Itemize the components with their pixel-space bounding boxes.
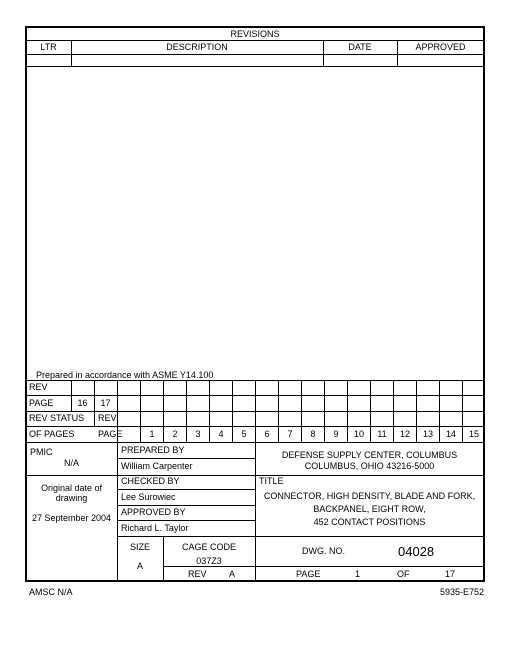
- revisions-col-date: DATE: [348, 42, 372, 52]
- title-line-2: BACKPANEL, EIGHT ROW,: [313, 504, 426, 514]
- page-number-cell: 1: [149, 429, 155, 439]
- rev-status-rev-label: REV: [98, 413, 117, 423]
- rev-footer-label: REV: [188, 569, 207, 579]
- page-cell-16: 16: [77, 398, 88, 408]
- page-number-cell: 9: [333, 429, 339, 439]
- page-number-cell: 7: [287, 429, 293, 439]
- rule: [26, 40, 484, 41]
- rule: [117, 458, 255, 459]
- page-number-cell: 5: [241, 429, 247, 439]
- approved-by-value: Richard L. Taylor: [121, 523, 189, 533]
- page-number-cell: 13: [422, 429, 433, 439]
- checked-by-value: Lee Surowiec: [121, 492, 176, 502]
- rule: [26, 54, 484, 55]
- page-footer-label: PAGE: [296, 569, 321, 579]
- checked-by-label: CHECKED BY: [121, 476, 180, 486]
- pmic-label: PMIC: [30, 447, 53, 457]
- revisions-title: REVISIONS: [230, 29, 280, 39]
- page-number-cell: 15: [468, 429, 479, 439]
- rule: [117, 489, 255, 490]
- rule: [26, 66, 484, 67]
- prepared-by-label: PREPARED BY: [121, 445, 185, 455]
- original-date-label-2: drawing: [55, 493, 88, 503]
- pmic-value: N/A: [64, 458, 80, 468]
- original-date-label-1: Original date of: [40, 483, 103, 493]
- page-number-cell: 2: [172, 429, 178, 439]
- title-line-3: 452 CONTACT POSITIONS: [313, 517, 426, 527]
- footer-right: 5935-E752: [440, 587, 485, 597]
- rule: [117, 505, 255, 506]
- page-number-cell: 11: [377, 429, 387, 439]
- page-number-cell: 8: [310, 429, 316, 439]
- agency-line-1: DEFENSE SUPPLY CENTER, COLUMBUS: [281, 450, 458, 460]
- rule: [26, 475, 484, 476]
- revisions-col-ltr: LTR: [40, 42, 57, 52]
- cage-code-label: CAGE CODE: [181, 542, 236, 552]
- revisions-col-approved: APPROVED: [415, 42, 466, 52]
- of-pages-page-label: PAGE: [98, 429, 123, 439]
- dwg-no-value: 04028: [398, 544, 435, 559]
- footer-left: AMSC N/A: [29, 587, 73, 597]
- size-label: SIZE: [129, 542, 150, 552]
- page-number-cell: 12: [399, 429, 410, 439]
- asme-note: Prepared in accordance with ASME Y14.100: [36, 370, 214, 380]
- page-number-cell: 10: [353, 429, 364, 439]
- rev-footer-value: A: [229, 569, 236, 579]
- agency-line-2: COLUMBUS, OHIO 43216-5000: [304, 461, 435, 471]
- title-line-1: CONNECTOR, HIGH DENSITY, BLADE AND FORK,: [263, 491, 476, 501]
- page-number-cell: 6: [264, 429, 270, 439]
- size-value: A: [136, 561, 143, 571]
- page-cell-17: 17: [100, 398, 111, 408]
- of-footer-label: OF: [397, 569, 410, 579]
- page-row-label: PAGE: [29, 398, 54, 408]
- revisions-col-description: DESCRIPTION: [166, 42, 228, 52]
- original-date-value: 27 September 2004: [31, 513, 112, 523]
- prepared-by-value: William Carpenter: [121, 461, 193, 471]
- rev-status-label: REV STATUS: [29, 413, 85, 423]
- page-number-cell: 3: [195, 429, 201, 439]
- of-footer-value: 17: [445, 569, 456, 579]
- rule: [117, 520, 255, 521]
- page-number-cell: 4: [218, 429, 224, 439]
- rule: [117, 536, 484, 537]
- dwg-no-label: DWG. NO.: [302, 546, 345, 556]
- approved-by-label: APPROVED BY: [121, 507, 186, 517]
- page-number-cell: 14: [445, 429, 456, 439]
- cage-code-value: 037Z3: [196, 556, 222, 566]
- rev-row-label: REV: [29, 382, 48, 392]
- of-pages-label: OF PAGES: [29, 429, 75, 439]
- title-label: TITLE: [259, 476, 284, 486]
- page-footer-value: 1: [355, 569, 361, 579]
